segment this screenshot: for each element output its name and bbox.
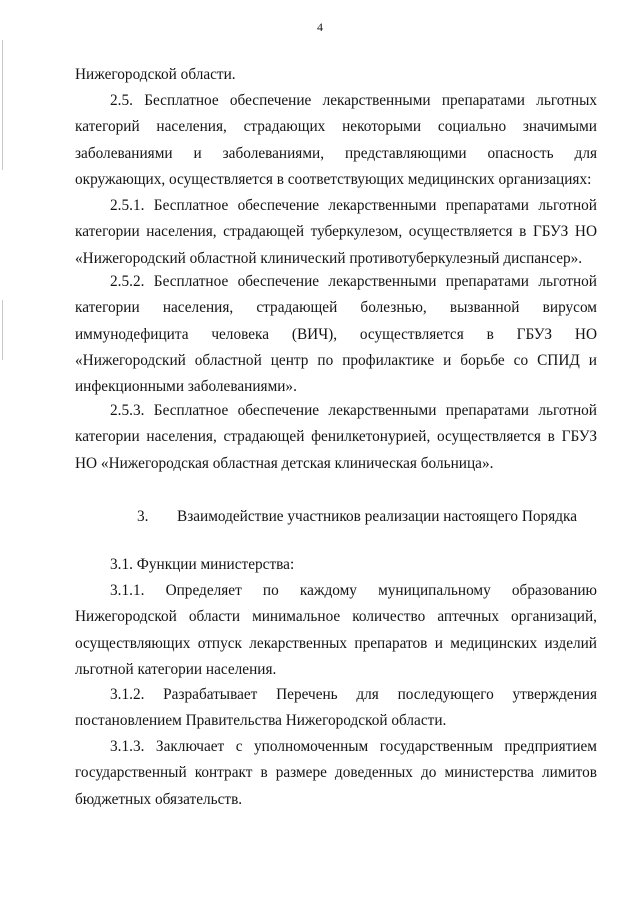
- paragraph-3-1-1: 3.1.1. Определяет по каждому муниципальному образованию Нижегородской области минимальное количество аптечных организаций, осуществляющих отпуск лекарственных препаратов и медицинских изделий льготной категории населения.: [75, 582, 597, 678]
- scan-edge-mark: [2, 40, 3, 170]
- paragraph-continuation: Нижегородской области.: [75, 66, 236, 83]
- paragraph-2-5-3: 2.5.3. Бесплатное обеспечение лекарственными препаратами льготной категории населения, страдающей фенилкетонурией, осуществляется в ГБУЗ НО «Нижегородская областная детская клиническая больница».: [75, 402, 597, 472]
- paragraph-2-5: 2.5. Бесплатное обеспечение лекарственными препаратами льготных категорий населения, страдающих некоторыми социально значимыми заболеваниями и заболеваниями, представляющими опасность для окружающих, осуществляется в соответствующих медицинских организациях:: [75, 92, 597, 188]
- section-number: 3.: [137, 508, 149, 525]
- paragraph-3-1-2: 3.1.2. Разрабатывает Перечень для последующего утверждения постановлением Правительства Нижегородской области.: [75, 686, 597, 730]
- paragraph-2-5-2: 2.5.2. Бесплатное обеспечение лекарственными препаратами льготной категории населения, страдающей болезнью, вызванной вирусом иммунодефицита человека (ВИЧ), осуществляется в ГБУЗ НО «Нижегородский областной центр по профилактике и борьбе со СПИД и инфекционными заболеваниями».: [75, 273, 597, 396]
- paragraph-2-5-1: 2.5.1. Бесплатное обеспечение лекарственными препаратами льготной категории населения, страдающей туберкулезом, осуществляется в ГБУЗ НО «Нижегородский областной клинический противотуберкулезный диспансер».: [75, 197, 597, 267]
- paragraph-3-1: 3.1. Функции министерства:: [110, 556, 295, 573]
- page-number: 4: [317, 20, 323, 34]
- paragraph-3-1-3: 3.1.3. Заключает с уполномоченным государственным предприятием государственный контракт в размере доведенных до министерства лимитов бюджетных обязательств.: [75, 738, 597, 808]
- scan-edge-mark: [2, 300, 3, 360]
- section-title: Взаимодействие участников реализации настоящего Порядка: [177, 508, 578, 525]
